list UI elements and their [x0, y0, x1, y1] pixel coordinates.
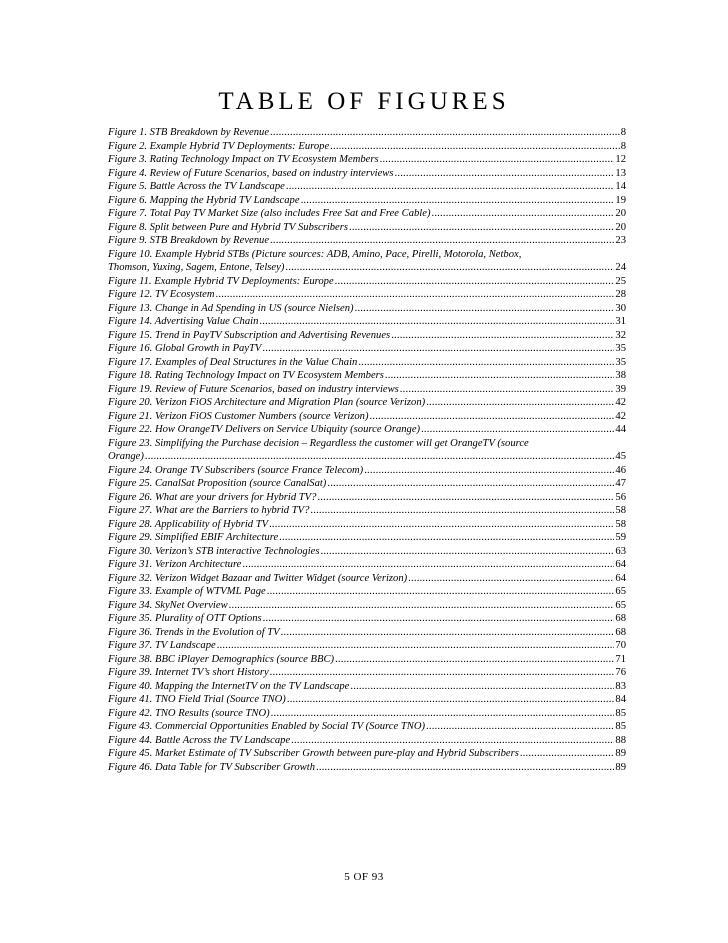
toc-entry-page: 85	[615, 707, 626, 719]
toc-entry[interactable]	[108, 680, 626, 694]
toc-entry-label: Figure 13. Change in Ad Spending in US (source Nielsen)	[108, 302, 354, 314]
dot-leader	[335, 275, 615, 289]
toc-entry[interactable]	[108, 275, 626, 289]
toc-entry-label: Figure 9. STB Breakdown by Revenue	[108, 235, 270, 246]
toc-entry-page: 88	[615, 734, 626, 746]
dot-leader	[364, 464, 614, 478]
dot-leader	[270, 666, 615, 680]
toc-entry[interactable]	[108, 464, 626, 478]
toc-entry[interactable]	[108, 653, 626, 667]
toc-entry-label-line1: Figure 10. Example Hybrid STBs (Picture sources: ADB, Amino, Pace, Pirelli, Motorola, Netbox,	[108, 248, 522, 260]
dot-leader	[400, 383, 615, 397]
dot-leader	[317, 491, 614, 505]
toc-entry[interactable]	[108, 383, 626, 397]
dot-leader	[408, 572, 614, 586]
toc-entry-page: 47	[615, 478, 626, 489]
toc-entry-label: Figure 39. Internet TV’s short History	[108, 667, 269, 678]
toc-entry-page: 58	[615, 505, 626, 516]
toc-entry-page: 65	[615, 586, 626, 597]
dot-leader	[421, 423, 614, 437]
toc-entry-label: Figure 29. Simplified EBIF Architecture	[108, 532, 279, 543]
dot-leader	[145, 450, 615, 464]
dot-leader	[216, 288, 615, 302]
toc-entry-page: 89	[615, 748, 626, 759]
toc-entry[interactable]	[108, 747, 626, 761]
toc-entry-label: Figure 5. Battle Across the TV Landscape	[108, 181, 285, 192]
dot-leader	[285, 261, 614, 275]
toc-entry-page: 84	[615, 694, 626, 705]
dot-leader	[358, 356, 614, 370]
toc-entry-label: Orange)	[108, 451, 144, 462]
dot-leader	[355, 302, 615, 316]
dot-leader	[259, 315, 614, 329]
toc-entry[interactable]	[108, 720, 626, 734]
toc-entry-label: Figure 21. Verizon FiOS Customer Numbers (source Verizon)	[108, 410, 369, 422]
toc-entry-page: 35	[615, 356, 626, 368]
toc-entry[interactable]	[108, 761, 626, 775]
toc-entry-label: Figure 45. Market Estimate of TV Subscriber Growth between pure-play and Hybrid Subscribers	[108, 748, 519, 759]
toc-entry[interactable]	[108, 518, 626, 532]
toc-entry[interactable]	[108, 626, 626, 640]
toc-entry-label: Figure 41. TNO Field Trial (Source TNO)	[108, 694, 286, 705]
toc-entry-page: 28	[615, 289, 626, 300]
toc-entry[interactable]	[108, 437, 626, 464]
dot-leader	[395, 167, 615, 181]
toc-entry-label: Figure 34. SkyNet Overview	[108, 599, 228, 611]
dot-leader	[229, 599, 615, 613]
toc-entry[interactable]	[108, 234, 626, 248]
page-title: TABLE OF FIGURES	[218, 88, 510, 115]
dot-leader	[350, 680, 614, 694]
toc-entry-page: 38	[615, 370, 626, 381]
toc-entry[interactable]	[108, 221, 626, 235]
toc-entry[interactable]	[108, 315, 626, 329]
toc-entry[interactable]	[108, 396, 626, 410]
toc-entry-label-line1: Figure 23. Simplifying the Purchase decision – Regardless the customer will get OrangeTV (source	[108, 437, 529, 449]
toc-entry[interactable]	[108, 666, 626, 680]
toc-entry-label: Figure 36. Trends in the Evolution of TV	[108, 626, 280, 638]
toc-entry-page: 25	[615, 275, 626, 287]
toc-entry-page: 85	[615, 721, 626, 732]
toc-entry-label: Figure 17. Examples of Deal Structures in the Value Chain	[108, 356, 358, 368]
dot-leader	[301, 194, 615, 208]
toc-entry-page: 45	[615, 451, 626, 462]
toc-entry-label: Figure 40. Mapping the InternetTV on the TV Landscape	[108, 680, 350, 692]
dot-leader	[391, 329, 614, 343]
toc-entry-page: 71	[615, 653, 626, 665]
toc-entry-label: Figure 15. Trend in PayTV Subscription and Advertising Revenues	[108, 329, 391, 341]
toc-entry-label: Figure 35. Plurality of OTT Options	[108, 613, 262, 624]
toc-entry-page: 31	[615, 316, 626, 327]
toc-entry-label: Figure 42. TNO Results (source TNO)	[108, 707, 270, 719]
dot-leader	[385, 369, 615, 383]
toc-entry-page: 20	[615, 208, 626, 219]
toc-entry[interactable]	[108, 612, 626, 626]
toc-entry-page: 12	[615, 154, 626, 165]
dot-leader	[269, 518, 614, 532]
toc-entry-page: 64	[615, 559, 626, 570]
toc-entry-page: 68	[615, 626, 626, 638]
toc-entry-label: Figure 4. Review of Future Scenarios, based on industry interviews	[108, 167, 394, 179]
toc-entry-page: 58	[615, 518, 626, 530]
toc-entry-page: 8	[620, 140, 626, 152]
dot-leader	[270, 234, 614, 248]
toc-entry[interactable]	[108, 693, 626, 707]
toc-entry-page: 14	[615, 181, 626, 192]
toc-entry-page: 19	[615, 194, 626, 206]
toc-entry-page: 64	[615, 572, 626, 584]
toc-entry-page: 46	[615, 464, 626, 476]
toc-entry-label: Thomson, Yuxing, Sagem, Entone, Telsey)	[108, 262, 285, 273]
toc-entry[interactable]	[108, 356, 626, 370]
toc-entry-label: Figure 2. Example Hybrid TV Deployments: Europe	[108, 140, 330, 152]
toc-entry[interactable]	[108, 423, 626, 437]
toc-entry-page: 23	[615, 235, 626, 246]
toc-entry[interactable]	[108, 545, 626, 559]
toc-entry[interactable]	[108, 167, 626, 181]
toc-entry-page: 39	[615, 383, 626, 395]
toc-entry-label: Figure 44. Battle Across the TV Landscape	[108, 734, 291, 746]
toc-entry-label: Figure 28. Applicability of Hybrid TV	[108, 518, 269, 530]
toc-entry-page: 56	[615, 491, 626, 503]
toc-entry[interactable]	[108, 491, 626, 505]
dot-leader	[262, 342, 614, 356]
toc-entry[interactable]	[108, 207, 626, 221]
toc-entry[interactable]	[108, 342, 626, 356]
toc-entry-label: Figure 16. Global Growth in PayTV	[108, 343, 262, 354]
toc-entry-page: 20	[615, 221, 626, 233]
toc-entry-page: 83	[615, 680, 626, 692]
toc-entry-label: Figure 46. Data Table for TV Subscriber Growth	[108, 761, 315, 773]
dot-leader	[370, 410, 615, 424]
dot-leader	[380, 153, 615, 167]
dot-leader	[310, 504, 614, 518]
dot-leader	[426, 720, 614, 734]
toc-entry-label: Figure 14. Advertising Value Chain	[108, 316, 259, 327]
toc-entry-page: 68	[615, 613, 626, 624]
toc-entry-page: 59	[615, 532, 626, 543]
toc-entry-label: Figure 26. What are your drivers for Hybrid TV?	[108, 491, 317, 503]
dot-leader	[335, 653, 614, 667]
dot-leader	[263, 612, 615, 626]
dot-leader	[431, 207, 614, 221]
toc-entry-page: 76	[615, 667, 626, 678]
toc-entry[interactable]	[108, 410, 626, 424]
toc-entry-label: Figure 38. BBC iPlayer Demographics (source BBC)	[108, 653, 335, 665]
toc-entry-page: 70	[615, 640, 626, 651]
toc-entry[interactable]	[108, 126, 626, 140]
toc-entry-label: Figure 27. What are the Barriers to hybrid TV?	[108, 505, 310, 516]
toc-entry-page: 42	[615, 410, 626, 422]
toc-entry-page: 13	[615, 167, 626, 179]
toc-entry-label: Figure 18. Rating Technology Impact on TV Ecosystem Members	[108, 370, 384, 381]
dot-leader	[279, 531, 614, 545]
toc-entry-label: Figure 11. Example Hybrid TV Deployments: Europe	[108, 275, 334, 287]
toc-entry-label: Figure 31. Verizon Architecture	[108, 559, 242, 570]
dot-leader	[217, 639, 615, 653]
dot-leader	[291, 734, 614, 748]
toc-entry-label: Figure 1. STB Breakdown by Revenue	[108, 127, 270, 138]
toc-entry-label: Figure 24. Orange TV Subscribers (source France Telecom)	[108, 464, 364, 476]
dot-leader	[271, 707, 615, 721]
toc-entry[interactable]	[108, 531, 626, 545]
toc-entry-label: Figure 33. Example of WTVML Page	[108, 586, 266, 597]
toc-entry[interactable]	[108, 248, 626, 275]
dot-leader	[320, 545, 614, 559]
dot-leader	[426, 396, 614, 410]
toc-entry-page: 32	[615, 329, 626, 341]
toc-entry[interactable]	[108, 572, 626, 586]
toc-entry[interactable]	[108, 329, 626, 343]
toc-entry[interactable]	[108, 734, 626, 748]
dot-leader	[286, 180, 615, 194]
toc-entry[interactable]	[108, 477, 626, 491]
dot-leader	[242, 558, 614, 572]
toc-entry-page: 44	[615, 424, 626, 435]
toc-entry-label: Figure 22. How OrangeTV Delivers on Service Ubiquity (source Orange)	[108, 424, 421, 435]
toc-entry-page: 30	[615, 302, 626, 314]
toc-entry[interactable]	[108, 558, 626, 572]
toc-entry[interactable]	[108, 639, 626, 653]
toc-entry[interactable]	[108, 153, 626, 167]
toc-entry[interactable]	[108, 140, 626, 154]
toc-entry-label: Figure 43. Commercial Opportunities Enabled by Social TV (Source TNO)	[108, 721, 425, 732]
toc-entry-label: Figure 20. Verizon FiOS Architecture and Migration Plan (source Verizon)	[108, 397, 426, 408]
toc-entry[interactable]	[108, 194, 626, 208]
dot-leader	[327, 477, 614, 491]
toc-entry[interactable]	[108, 288, 626, 302]
toc-entry[interactable]	[108, 599, 626, 613]
toc-entry[interactable]	[108, 180, 626, 194]
toc-entry-label: Figure 19. Review of Future Scenarios, based on industry interviews	[108, 383, 399, 395]
toc-entry-page: 42	[615, 397, 626, 408]
toc-entry-page: 35	[615, 343, 626, 354]
toc-entry-label: Figure 37. TV Landscape	[108, 640, 216, 651]
dot-leader	[316, 761, 614, 775]
toc-entry-page: 63	[615, 545, 626, 557]
toc-entry[interactable]	[108, 585, 626, 599]
toc-entry-page: 8	[620, 127, 626, 138]
toc-entry[interactable]	[108, 504, 626, 518]
dot-leader	[281, 626, 615, 640]
toc-entry-label: Figure 3. Rating Technology Impact on TV Ecosystem Members	[108, 154, 379, 165]
toc-entry[interactable]	[108, 369, 626, 383]
dot-leader	[349, 221, 614, 235]
table-of-figures	[108, 126, 626, 774]
toc-entry-label: Figure 30. Verizon’s STB interactive Technologies	[108, 545, 320, 557]
toc-entry[interactable]	[108, 707, 626, 721]
dot-leader	[520, 747, 615, 761]
toc-entry-label: Figure 12. TV Ecosystem	[108, 289, 215, 300]
toc-entry-page: 89	[615, 761, 626, 773]
toc-entry-page: 24	[615, 262, 626, 273]
toc-entry-label: Figure 6. Mapping the Hybrid TV Landscape	[108, 194, 300, 206]
dot-leader	[287, 693, 615, 707]
toc-entry-page: 65	[615, 599, 626, 611]
toc-entry-label: Figure 32. Verizon Widget Bazaar and Twitter Widget (source Verizon)	[108, 572, 408, 584]
dot-leader	[267, 585, 615, 599]
dot-leader	[270, 126, 620, 140]
dot-leader	[330, 140, 620, 154]
toc-entry-label: Figure 7. Total Pay TV Market Size (also includes Free Sat and Free Cable)	[108, 208, 431, 219]
toc-entry-label: Figure 25. CanalSat Proposition (source CanalSat)	[108, 478, 327, 489]
page-number: 5 OF 93	[344, 871, 384, 883]
toc-entry[interactable]	[108, 302, 626, 316]
toc-entry-label: Figure 8. Split between Pure and Hybrid TV Subscribers	[108, 221, 349, 233]
